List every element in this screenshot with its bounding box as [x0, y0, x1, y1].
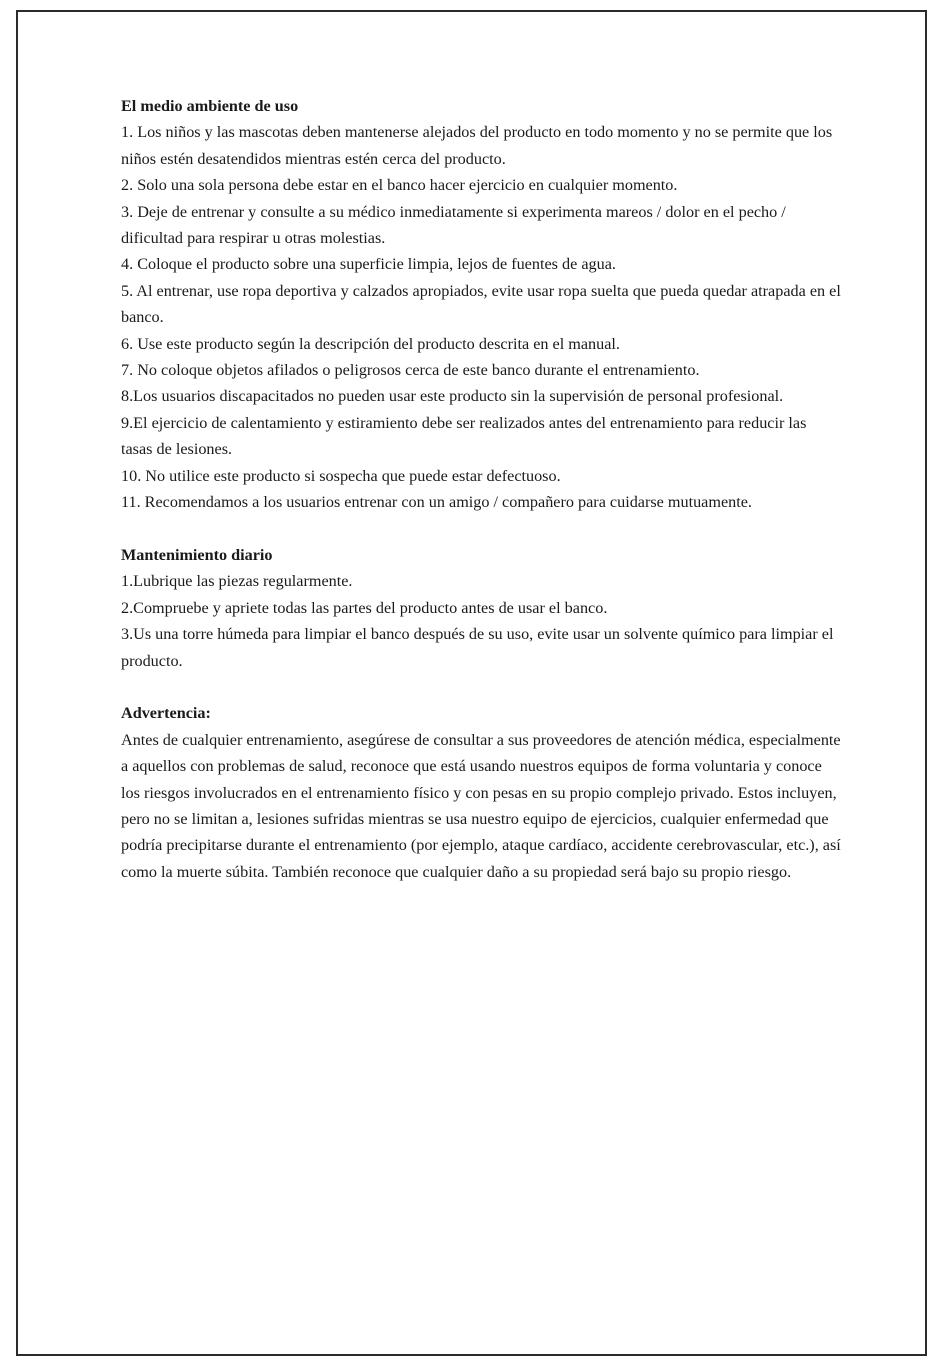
section-title-usage-environment: El medio ambiente de uso: [121, 97, 299, 115]
list-item: 3. Deje de entrenar y consulte a su médico inmediatamente si experimenta mareos / dolor en el pecho / dificultad para respirar u otras molestias.: [121, 202, 786, 248]
list-item: 5. Al entrenar, use ropa deportiva y calzados apropiados, evite usar ropa suelta que pueda quedar atrapada en el banco.: [121, 281, 841, 327]
list-item: 7. No coloque objetos afilados o peligrosos cerca de este banco durante el entrenamiento.: [121, 361, 700, 380]
list-item: 1.Lubrique las piezas regularmente.: [121, 572, 353, 591]
section-spacer: [121, 674, 841, 700]
list-item: 6. Use este producto según la descripción del producto descrita en el manual.: [121, 334, 620, 353]
section-daily-maintenance: [121, 542, 841, 674]
warning-paragraph: Antes de cualquier entrenamiento, asegúrese de consultar a sus proveedores de atención médica, especialmente a aquellos con problemas de salud, reconoce que está usando nuestros equipos de forma voluntaria y conoce los riesgos involucrados en el entrenamiento físico y con pesas en su propio complejo privado. Estos incluyen, pero no se limitan a, lesiones sufridas mientras se usa nuestro equipo de ejercicios, cualquier enfermedad que podría precipitarse durante el entrenamiento (por ejemplo, ataque cardíaco, accidente cerebrovascular, etc.), así como la muerte súbita. También reconoce que cualquier daño a su propiedad será bajo su propio riesgo.: [121, 730, 841, 881]
section-title-daily-maintenance: Mantenimiento diario: [121, 545, 273, 564]
list-item: 11. Recomendamos a los usuarios entrenar con un amigo / compañero para cuidarse mutuamente.: [121, 493, 752, 512]
list-item: 2. Solo una sola persona debe estar en el banco hacer ejercicio en cualquier momento.: [121, 176, 678, 195]
list-item: 8.Los usuarios discapacitados no pueden usar este producto sin la supervisión de personal profesional.: [121, 387, 784, 406]
list-item: 10. No utilice este producto si sospecha que puede estar defectuoso.: [121, 466, 561, 485]
section-usage-environment: [121, 93, 841, 516]
list-item: 4. Coloque el producto sobre una superficie limpia, lejos de fuentes de agua.: [121, 255, 616, 274]
document-body: [121, 93, 841, 885]
section-title-warning: Advertencia:: [121, 704, 211, 723]
list-item: 1. Los niños y las mascotas deben mantenerse alejados del producto en todo momento y no se permite que los niños estén desatendidos mientras estén cerca del producto.: [121, 123, 833, 168]
section-spacer: [121, 516, 841, 542]
section-warning: [121, 700, 841, 885]
list-item: 2.Compruebe y apriete todas las partes del producto antes de usar el banco.: [121, 598, 608, 617]
list-item: 9.El ejercicio de calentamiento y estiramiento debe ser realizados antes del entrenamiento para reducir las tasas de lesiones.: [121, 413, 807, 459]
list-item: 3.Us una torre húmeda para limpiar el banco después de su uso, evite usar un solvente químico para limpiar el producto.: [121, 625, 834, 670]
